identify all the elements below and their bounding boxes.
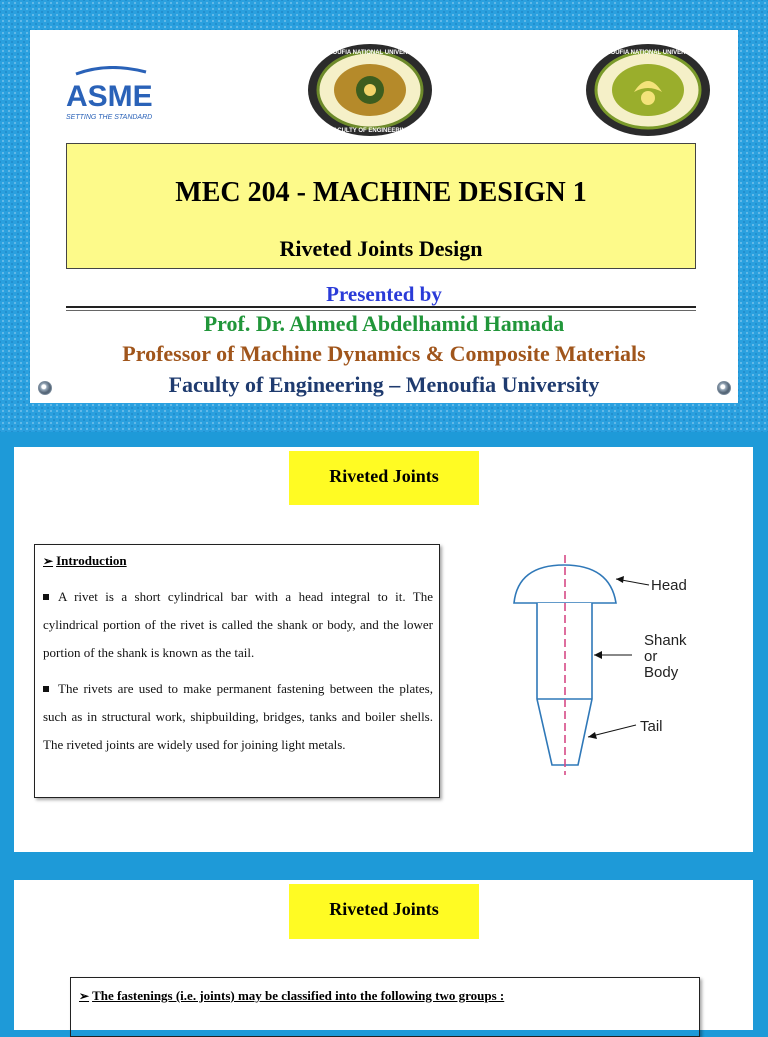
introduction-heading: ➢ Introduction [43,553,127,568]
classification-text: ➢ The fastenings (i.e. joints) may be classified into the following two groups : [79,988,505,1003]
rivet-diagram [504,547,724,777]
or-label: or [644,648,658,665]
classification-box [70,977,700,1037]
arrow-bullet-icon: ➢ [43,554,54,568]
introduction-box [34,544,440,798]
list-item: A rivet is a short cylindrical bar with a head integral to it. The cylindrical portion of the rivet is called the shank or body, and the lower portion of the shank is known as the tail. [43,589,433,660]
presenter-faculty: Faculty of Engineering – Menoufia University [168,372,600,397]
presenter-name: Prof. Dr. Ahmed Abdelhamid Hamada [203,311,565,336]
screw-icon [38,381,52,395]
head-label: Head [651,577,687,594]
presented-by: Presented by [326,282,442,306]
divider [66,306,696,308]
screw-icon [717,381,731,395]
university-seal [582,40,714,140]
slide-heading: Riveted Joints [289,451,479,505]
introduction-slide [14,447,753,852]
arrow-bullet-icon: ➢ [79,989,90,1003]
course-title: MEC 204 - MACHINE DESIGN 1 [175,177,587,208]
asme-logo [62,66,182,126]
course-subtitle: Riveted Joints Design [279,236,483,261]
svg-text:MENOUFIA NATIONAL UNIVERSITY: MENOUFIA NATIONAL UNIVERSITY [319,50,421,56]
slide-heading: Riveted Joints [289,884,479,939]
classification-slide [14,880,753,1030]
presenter-title: Professor of Machine Dynamics & Composite Materials [122,341,646,366]
course-title-box [66,143,696,269]
shank-label: Shank [644,632,687,649]
list-item: The rivets are used to make permanent fastening between the plates, such as in structural work, shipbuilding, bridges, tanks and boiler shells. The riveted joints are widely used for joining light metals. [43,681,433,752]
tail-label: Tail [640,718,663,735]
body-label: Body [644,664,679,681]
svg-text:ASME: ASME [66,80,153,113]
svg-text:SETTING THE STANDARD: SETTING THE STANDARD [66,114,153,121]
title-slide [30,30,738,403]
square-bullet-icon [43,686,49,692]
faculty-seal [304,40,436,140]
square-bullet-icon [43,594,49,600]
svg-text:FACULTY OF ENGINEERING: FACULTY OF ENGINEERING [329,128,411,134]
svg-text:MENOUFIA NATIONAL UNIVERSITY: MENOUFIA NATIONAL UNIVERSITY [597,50,699,56]
